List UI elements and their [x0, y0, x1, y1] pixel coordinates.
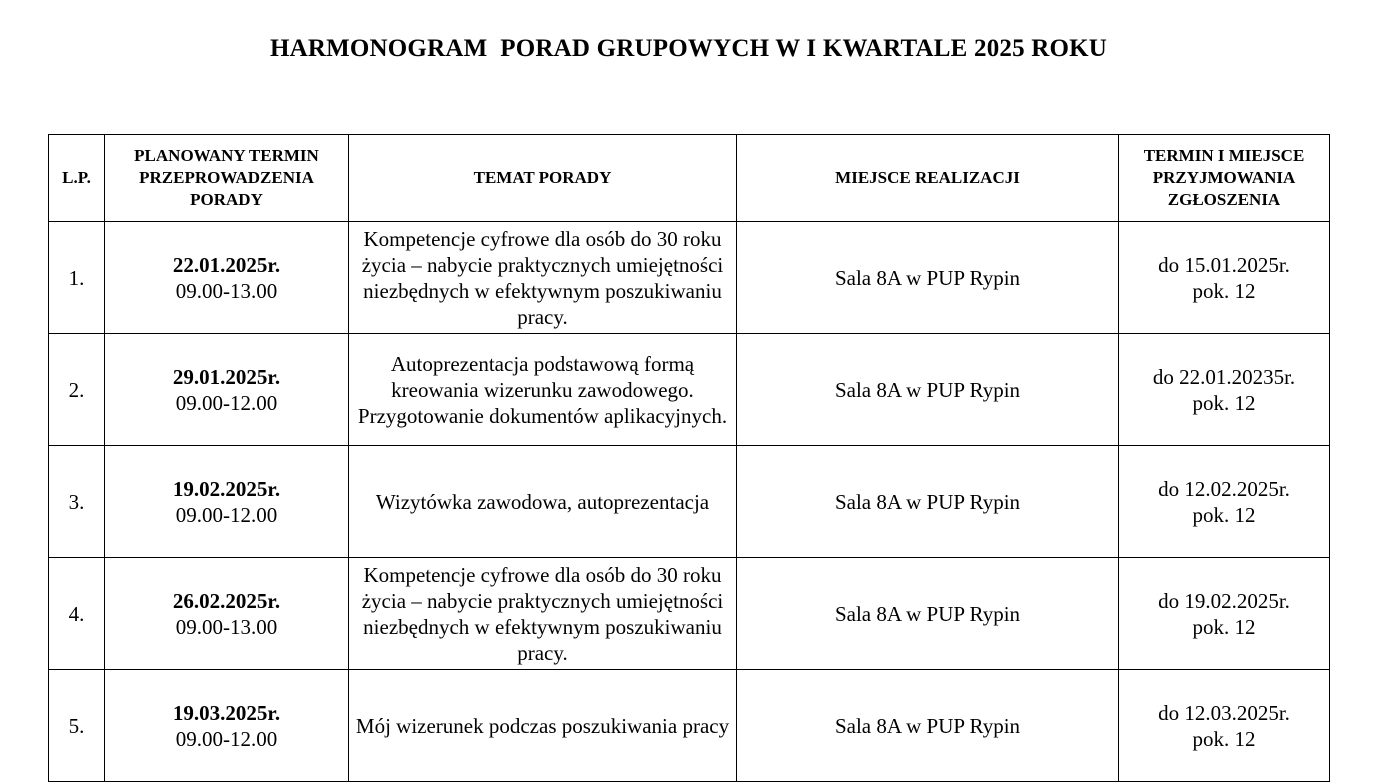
- planned-date: 19.02.2025r.: [172, 476, 281, 501]
- topic-cell: Mój wizerunek podczas poszukiwania pracy: [349, 670, 737, 782]
- page-title: HARMONOGRAM PORAD GRUPOWYCH W I KWARTALE 2025 ROKU: [269, 35, 1108, 62]
- deadline-cell: [1119, 334, 1330, 446]
- planned-time: 09.00-13.00: [175, 614, 278, 639]
- header-deadline: TERMIN I MIEJSCE PRZYJMOWANIA ZGŁOSZENIA: [1119, 135, 1330, 222]
- deadline-cell: [1119, 670, 1330, 782]
- deadline-date: do 22.01.20235r.: [1152, 364, 1296, 389]
- header-lp: L.P.: [49, 135, 105, 222]
- row-number: 2.: [49, 334, 105, 446]
- place-cell: Sala 8A w PUP Rypin: [737, 334, 1119, 446]
- place-cell: Sala 8A w PUP Rypin: [737, 446, 1119, 558]
- deadline-room: pok. 12: [1192, 502, 1256, 527]
- deadline-date: do 19.02.2025r.: [1158, 588, 1290, 613]
- table-row: [49, 558, 1330, 670]
- planned-date-cell: [105, 222, 349, 334]
- deadline-room: pok. 12: [1192, 278, 1256, 303]
- deadline-date: do 12.03.2025r.: [1158, 700, 1290, 725]
- planned-date: 29.01.2025r.: [172, 364, 281, 389]
- planned-date: 22.01.2025r.: [172, 252, 281, 277]
- planned-date-cell: [105, 446, 349, 558]
- deadline-cell: [1119, 558, 1330, 670]
- place-cell: Sala 8A w PUP Rypin: [737, 670, 1119, 782]
- deadline-date: do 12.02.2025r.: [1158, 476, 1290, 501]
- table-row: [49, 334, 1330, 446]
- planned-date: 19.03.2025r.: [172, 700, 281, 725]
- planned-time: 09.00-12.00: [175, 502, 278, 527]
- row-number: 1.: [49, 222, 105, 334]
- deadline-room: pok. 12: [1192, 726, 1256, 751]
- table-row: [49, 222, 1330, 334]
- place-cell: Sala 8A w PUP Rypin: [737, 558, 1119, 670]
- planned-date-cell: [105, 670, 349, 782]
- table-header-row: [49, 135, 1330, 222]
- planned-date-cell: [105, 334, 349, 446]
- place-cell: Sala 8A w PUP Rypin: [737, 222, 1119, 334]
- deadline-room: pok. 12: [1192, 390, 1256, 415]
- deadline-cell: [1119, 222, 1330, 334]
- topic-cell: Kompetencje cyfrowe dla osób do 30 roku życia – nabycie praktycznych umiejętności niezbędnych w efektywnym poszukiwaniu pracy.: [349, 222, 737, 334]
- table-row: [49, 670, 1330, 782]
- row-number: 4.: [49, 558, 105, 670]
- row-number: 5.: [49, 670, 105, 782]
- header-place: MIEJSCE REALIZACJI: [737, 135, 1119, 222]
- header-planned-date: PLANOWANY TERMIN PRZEPROWADZENIA PORADY: [105, 135, 349, 222]
- planned-date-cell: [105, 558, 349, 670]
- planned-date: 26.02.2025r.: [172, 588, 281, 613]
- planned-time: 09.00-12.00: [175, 390, 278, 415]
- topic-cell: Kompetencje cyfrowe dla osób do 30 roku życia – nabycie praktycznych umiejętności niezbędnych w efektywnym poszukiwaniu pracy.: [349, 558, 737, 670]
- topic-cell: Wizytówka zawodowa, autoprezentacja: [349, 446, 737, 558]
- deadline-room: pok. 12: [1192, 614, 1256, 639]
- planned-time: 09.00-13.00: [175, 278, 278, 303]
- deadline-cell: [1119, 446, 1330, 558]
- table-row: [49, 446, 1330, 558]
- header-topic: TEMAT PORADY: [349, 135, 737, 222]
- planned-time: 09.00-12.00: [175, 726, 278, 751]
- deadline-date: do 15.01.2025r.: [1158, 252, 1290, 277]
- schedule-table: [48, 134, 1330, 782]
- topic-cell: Autoprezentacja podstawową formą kreowania wizerunku zawodowego. Przygotowanie dokumentów aplikacyjnych.: [349, 334, 737, 446]
- row-number: 3.: [49, 446, 105, 558]
